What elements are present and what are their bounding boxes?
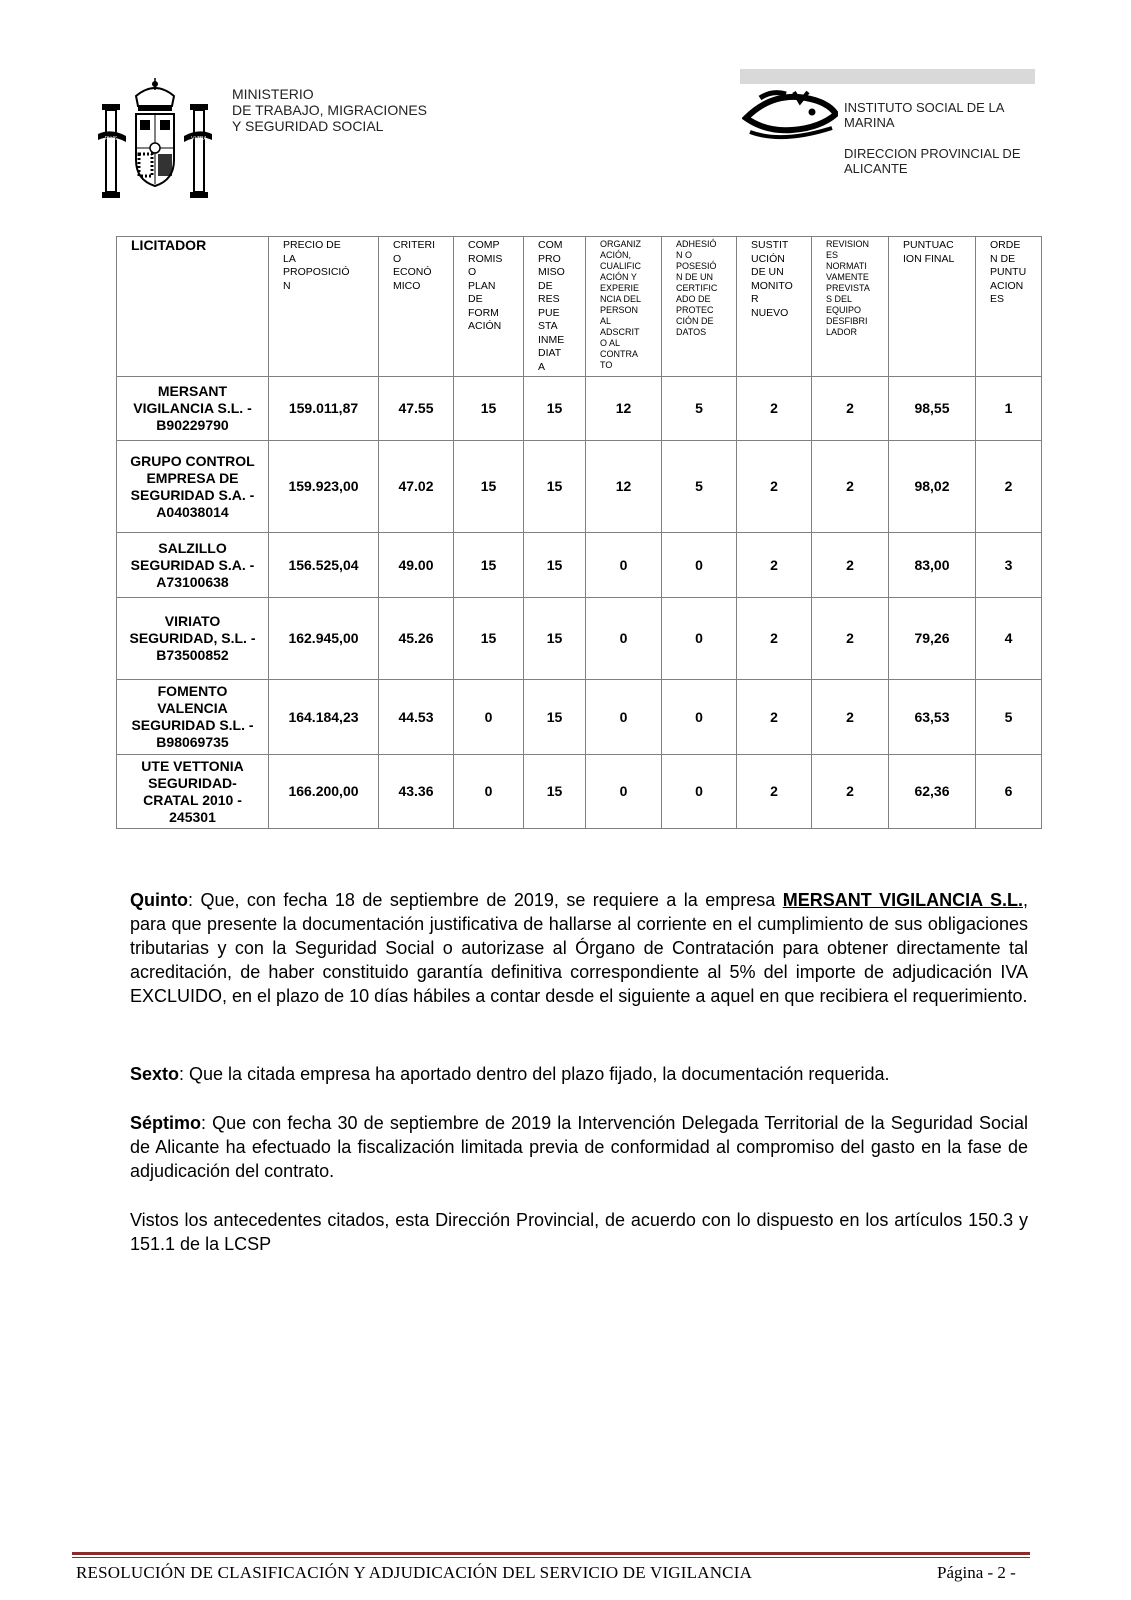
table-cell: 5 <box>662 441 737 533</box>
header-line: EQUIPO <box>826 305 862 315</box>
header-line: ION FINAL <box>903 252 955 265</box>
paragraph-text: : Que, con fecha 18 de septiembre de 2019, se requiere a la empresa <box>187 890 783 910</box>
header-line: ES <box>826 250 839 260</box>
header-line: PRECIO DE <box>283 239 341 251</box>
table-cell: 2 <box>812 755 889 829</box>
table-cell: 15 <box>524 598 586 680</box>
table-cell: 2 <box>737 598 812 680</box>
table-cell: 0 <box>454 680 524 755</box>
table-cell: 4 <box>976 598 1042 680</box>
header-line: LICITADOR <box>131 237 207 253</box>
header-cell <box>662 237 737 377</box>
header-line: O <box>468 266 477 278</box>
table-cell: 166.200,00 <box>269 755 379 829</box>
header-line: LADOR <box>826 327 858 337</box>
header-line: A <box>538 360 546 373</box>
table-cell: 47.55 <box>379 377 454 441</box>
header-line: CONTRA <box>600 349 638 359</box>
paragraph-sexto <box>130 1062 1028 1086</box>
table-cell: 0 <box>586 755 662 829</box>
table-cell: 79,26 <box>889 598 976 680</box>
table-cell: 3 <box>976 533 1042 598</box>
ministry-line: DE TRABAJO, MIGRACIONES <box>232 102 427 118</box>
header-line: DE UN <box>751 266 784 278</box>
table-cell: 15 <box>524 755 586 829</box>
header-line: O <box>393 252 402 265</box>
header-line: COMP <box>468 239 500 251</box>
provincial-direction <box>844 146 1021 176</box>
ministry-line: MINISTERIO <box>232 86 314 102</box>
table-cell: 15 <box>524 377 586 441</box>
header-line: NORMATI <box>826 261 867 271</box>
header-line: ORGANIZ <box>600 239 642 249</box>
provincial-direction-line: DIRECCION PROVINCIAL DE <box>844 146 1021 161</box>
header-line: N O <box>676 250 693 260</box>
header-line: MICO <box>393 279 421 292</box>
table-cell: 2 <box>737 441 812 533</box>
header-line: VAMENTE <box>826 272 869 282</box>
header-line: CRITERI <box>393 239 435 251</box>
table-row <box>117 598 1042 680</box>
header-cell <box>737 237 812 377</box>
header-line: POSESIÓ <box>676 261 717 271</box>
header-line: DIAT <box>538 347 562 359</box>
bidder-name: SALZILLO SEGURIDAD S.A. - A73100638 <box>117 533 269 598</box>
header-line: AL <box>600 316 612 326</box>
header-line: LA <box>283 252 296 265</box>
table-cell: 0 <box>662 533 737 598</box>
table-cell: 159.923,00 <box>269 441 379 533</box>
table-cell: 162.945,00 <box>269 598 379 680</box>
table-cell: 83,00 <box>889 533 976 598</box>
table-row <box>117 680 1042 755</box>
table-cell: 2 <box>812 680 889 755</box>
table-cell: 15 <box>524 441 586 533</box>
header-line: ECONÓ <box>393 266 432 278</box>
header-line: COM <box>538 239 563 251</box>
header-cell <box>454 237 524 377</box>
header-line: PROPOSICIÓ <box>283 266 350 278</box>
header-line: MISO <box>538 266 565 278</box>
table-cell: 5 <box>976 680 1042 755</box>
bidder-name: MERSANT VIGILANCIA S.L. - B90229790 <box>117 377 269 441</box>
paragraph-text: : Que la citada empresa ha aportado dentro del plazo fijado, la documentación requerida. <box>179 1064 890 1084</box>
table-cell: 0 <box>586 680 662 755</box>
header-line: TO <box>600 360 613 370</box>
paragraph-quinto <box>130 888 1028 1008</box>
page-number: Página - 2 - <box>937 1563 1016 1582</box>
header-line: ACIÓN Y <box>600 272 637 282</box>
header-line: EXPERIE <box>600 283 640 293</box>
header-cell <box>889 237 976 377</box>
table-cell: 2 <box>737 377 812 441</box>
header-gray-bar <box>740 69 1035 84</box>
table-cell: 15 <box>524 680 586 755</box>
header-cell <box>976 237 1042 377</box>
header-line: DESFIBRI <box>826 316 868 326</box>
ism-fish-logo <box>742 88 838 142</box>
header-line: INME <box>538 333 565 346</box>
header-line: FORM <box>468 306 499 319</box>
header-line: PREVISTA <box>826 283 870 293</box>
ministry-name <box>232 86 427 134</box>
footer-rule <box>72 1552 1030 1555</box>
table-cell: 159.011,87 <box>269 377 379 441</box>
table-cell: 15 <box>454 377 524 441</box>
table-cell: 45.26 <box>379 598 454 680</box>
table-cell: 0 <box>662 680 737 755</box>
header-line: R <box>751 293 759 305</box>
header-line: CUALIFIC <box>600 261 642 271</box>
header-line: SUSTIT <box>751 239 789 251</box>
table-cell: 15 <box>454 598 524 680</box>
header-cell <box>812 237 889 377</box>
paragraph-vistos: Vistos los antecedentes citados, esta Dirección Provincial, de acuerdo con lo dispuesto en los artículos 150.3 y 151.1 de la LCSP <box>130 1210 1028 1254</box>
paragraph-label: Quinto <box>130 890 188 910</box>
header-line: O AL <box>600 338 621 348</box>
table-row <box>117 441 1042 533</box>
ism-name-line: INSTITUTO SOCIAL DE LA <box>844 100 1005 115</box>
table-cell: 2 <box>976 441 1042 533</box>
ism-name <box>844 100 1004 130</box>
company-name: MERSANT VIGILANCIA S.L. <box>782 890 1023 910</box>
table-cell: 156.525,04 <box>269 533 379 598</box>
paragraph-text: : Que con fecha 30 de septiembre de 2019 la Intervención Delegada Territorial de la Seguridad Social de Alicante ha efectuado la fiscalización limitada previa de conformidad al compromiso del gasto en la fase de adjudicación del contrato. <box>130 1113 1028 1181</box>
header-line: S DEL <box>826 294 853 304</box>
provincial-direction-line: ALICANTE <box>844 161 908 176</box>
table-cell: 44.53 <box>379 680 454 755</box>
header-cell <box>524 237 586 377</box>
header-line: NCIA DEL <box>600 294 642 304</box>
table-row <box>117 533 1042 598</box>
table-cell: 49.00 <box>379 533 454 598</box>
table-cell: 12 <box>586 377 662 441</box>
header-line: PROTEC <box>676 305 714 315</box>
header-line: ACIÓN, <box>600 250 632 260</box>
header-line: MONITO <box>751 279 793 292</box>
table-cell: 0 <box>454 755 524 829</box>
table-cell: 2 <box>812 533 889 598</box>
table-cell: 2 <box>812 598 889 680</box>
header-cell <box>269 237 379 377</box>
svg-text:PLVS: PLVS <box>104 136 118 142</box>
header-line: ROMIS <box>468 252 503 265</box>
header-line: PUE <box>538 306 560 319</box>
table-header-row <box>117 237 1042 377</box>
header-line: ADSCRIT <box>600 327 640 337</box>
table-cell: 6 <box>976 755 1042 829</box>
table-cell: 0 <box>662 755 737 829</box>
table-cell: 15 <box>454 441 524 533</box>
table-cell: 0 <box>662 598 737 680</box>
header-line: ADHESIÓ <box>676 239 717 249</box>
ministry-line: Y SEGURIDAD SOCIAL <box>232 118 384 134</box>
header-line: CIÓN DE <box>676 316 714 326</box>
table-cell: 2 <box>737 680 812 755</box>
paragraph-text: , para que presente la documentación justificativa de hallarse al corriente en el cumplimiento de sus obligaciones tributarias y con la Seguridad Social o autorizase al Órgano de Contratación para obtener directamente tal acreditación, de haber constituido garantía definitiva correspondiente al 5% del importe de adjudicación IVA EXCLUIDO, en el plazo de 10 días hábiles a contar desde el siguiente a aquel en que recibiera el requerimiento. <box>130 890 1028 1006</box>
paragraph-septimo <box>130 1111 1028 1183</box>
table-cell: 5 <box>662 377 737 441</box>
header-line: N <box>283 279 291 292</box>
header-line: RES <box>538 293 560 305</box>
table-cell: 2 <box>812 441 889 533</box>
table-cell: 12 <box>586 441 662 533</box>
table-cell: 98,02 <box>889 441 976 533</box>
header-line: ES <box>990 293 1005 305</box>
header-line: DATOS <box>676 327 707 337</box>
header-line: ACION <box>990 279 1024 292</box>
header-line: ACIÓN <box>468 320 502 332</box>
header-line: UCIÓN <box>751 252 785 265</box>
ism-name-line: MARINA <box>844 115 895 130</box>
table-row <box>117 377 1042 441</box>
header-line: PRO <box>538 252 561 265</box>
table-cell: 63,53 <box>889 680 976 755</box>
footer-rule-thin <box>72 1557 1030 1558</box>
table-cell: 2 <box>737 755 812 829</box>
table-cell: 43.36 <box>379 755 454 829</box>
table-cell: 98,55 <box>889 377 976 441</box>
table-cell: 164.184,23 <box>269 680 379 755</box>
footer-title: RESOLUCIÓN DE CLASIFICACIÓN Y ADJUDICACIÓN DEL SERVICIO DE VIGILANCIA <box>76 1563 753 1582</box>
header-line: PUNTUAC <box>903 239 954 251</box>
header-line: NUEVO <box>751 306 789 319</box>
table-cell: 1 <box>976 377 1042 441</box>
header-line: PLAN <box>468 279 496 292</box>
paragraph-label: Séptimo <box>130 1113 202 1133</box>
coat-of-arms-logo <box>96 76 214 200</box>
header-line: ADO DE <box>676 294 711 304</box>
header-line: ORDE <box>990 239 1021 251</box>
table-row <box>117 755 1042 829</box>
header-cell <box>379 237 454 377</box>
table-cell: 0 <box>586 598 662 680</box>
bidder-name: VIRIATO SEGURIDAD, S.L. - B73500852 <box>117 598 269 680</box>
header-cell <box>586 237 662 377</box>
header-line: CERTIFIC <box>676 283 718 293</box>
header-line: DE <box>538 279 553 292</box>
bidder-name: GRUPO CONTROL EMPRESA DE SEGURIDAD S.A. - A04038014 <box>117 441 269 533</box>
header-line: DE <box>468 293 483 305</box>
svg-text:VLTRA: VLTRA <box>191 136 207 142</box>
table-cell: 2 <box>737 533 812 598</box>
header-line: N DE UN <box>676 272 714 282</box>
bids-table <box>116 236 1042 829</box>
bidder-name: UTE VETTONIA SEGURIDAD-CRATAL 2010 - 245301 <box>117 755 269 829</box>
table-cell: 62,36 <box>889 755 976 829</box>
table-cell: 15 <box>524 533 586 598</box>
table-cell: 15 <box>454 533 524 598</box>
bidder-name: FOMENTO VALENCIA SEGURIDAD S.L. - B98069735 <box>117 680 269 755</box>
table-cell: 47.02 <box>379 441 454 533</box>
header-cell <box>117 237 269 377</box>
table-cell: 0 <box>586 533 662 598</box>
table-cell: 2 <box>812 377 889 441</box>
paragraph-label: Sexto <box>130 1064 180 1084</box>
header-line: STA <box>538 320 558 332</box>
header-line: REVISION <box>826 239 870 249</box>
header-line: PERSON <box>600 305 639 315</box>
header-line: PUNTU <box>990 266 1027 278</box>
header-line: N DE <box>990 252 1016 265</box>
